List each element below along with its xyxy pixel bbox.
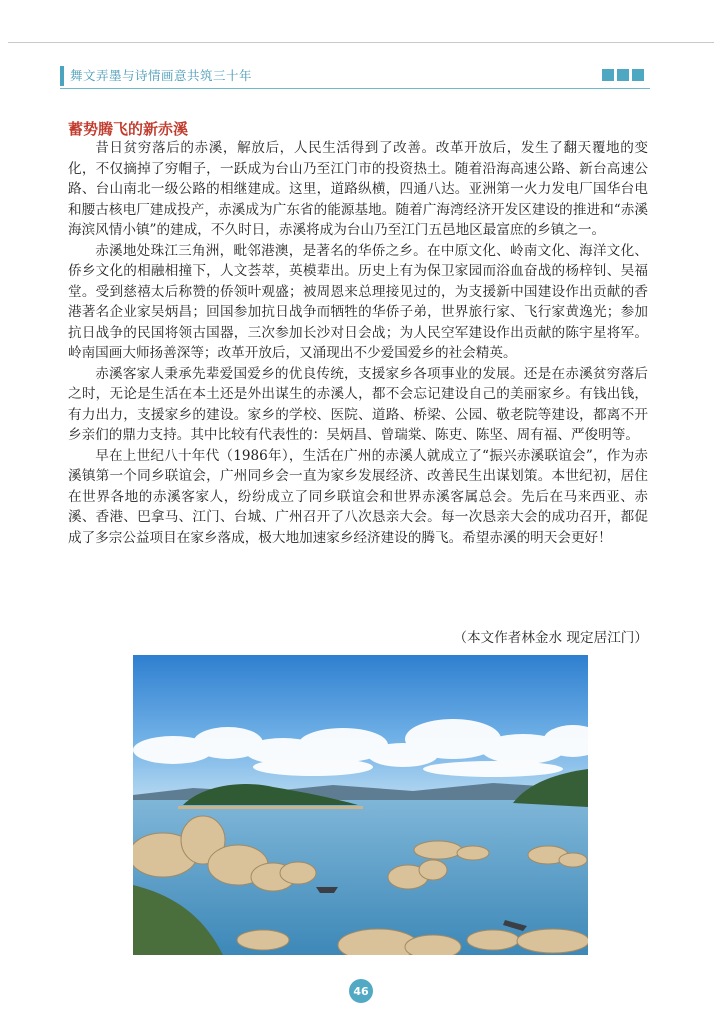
- running-header: [60, 64, 650, 90]
- header-square: [602, 69, 614, 81]
- paragraph: 早在上世纪八十年代（1986年），生活在广州的赤溪人就成立了“振兴赤溪联谊会”，作为赤溪镇第一个同乡联谊会，广州同乡会一直为家乡发展经济、改善民生出谋划策。本世纪初，居住在世界各地的赤溪客家人，纷纷成立了同乡联谊会和世界赤溪客属总会。先后在马来西亚、赤溪、香港、巴拿马、江门、台城、广州召开了八次恳亲大会。每一次恳亲大会的成功召开，都促成了多宗公益项目在家乡落成，极大地加速家乡经济建设的腾飞。希望赤溪的明天会更好！: [68, 447, 648, 546]
- section-title: 舞文弄墨与诗情画意共筑三十年: [70, 68, 253, 83]
- article-title: 蓄势腾飞的新赤溪: [68, 120, 189, 138]
- header-square: [617, 69, 629, 81]
- header-decoration-squares: [602, 69, 644, 81]
- paragraph: 赤溪地处珠江三角洲，毗邻港澳，是著名的华侨之乡。在中原文化、岭南文化、海洋文化、侨乡文化的相融相撞下，人文荟萃，英模辈出。历史上有为保卫家园而浴血奋战的杨梓钊、吴福堂。受到慈禧太后称赞的侨领叶观盛；被周恩来总理接见过的，为支援新中国建设作出贡献的香港著名企业家吴炳昌；回国参加抗日战争而牺牲的华侨子弟，世界旅行家、飞行家黄逸光；参加抗日战争的民国将领古国器，三次参加长沙对日会战；为人民空军建设作出贡献的陈宇星将军。岭南国画大师扬善深等；改革开放后，又涌现出不少爱国爱乡的社会精英。: [68, 242, 648, 361]
- header-accent-bar: [60, 66, 64, 86]
- page-number: 46: [349, 979, 373, 1003]
- author-byline: （本文作者林金水 现定居江门）: [453, 630, 648, 646]
- header-underline: [60, 88, 650, 89]
- paragraph: 赤溪客家人秉承先辈爱国爱乡的优良传统，支援家乡各项事业的发展。还是在赤溪贫穷落后之时，无论是生活在本土还是外出谋生的赤溪人，都不会忘记建设自己的美丽家乡。有钱出钱，有力出力，支援家乡的建设。家乡的学校、医院、道路、桥梁、公园、敬老院等建设，都离不开乡亲们的鼎力支持。其中比较有代表性的：吴炳昌、曾瑞棠、陈吏、陈坚、周有福、严俊明等。: [68, 365, 648, 443]
- seascape-photo: [133, 655, 588, 955]
- header-square: [632, 69, 644, 81]
- paragraph: 昔日贫穷落后的赤溪，解放后，人民生活得到了改善。改革开放后，发生了翻天覆地的变化，不仅摘掉了穷帽子，一跃成为台山乃至江门市的投资热土。随着沿海高速公路、新台高速公路、台山南北一级公路的相继建成。这里，道路纵横，四通八达。亚洲第一火力发电厂国华台电和腰古核电厂建成投产，赤溪成为广东省的能源基地。随着广海湾经济开发区建设的推进和“赤溪海滨风情小镇”的建成，不久时日，赤溪将成为台山乃至江门五邑地区最富庶的乡镇之一。: [68, 140, 648, 238]
- header-top-rule: [8, 42, 714, 43]
- article-body: [68, 138, 648, 548]
